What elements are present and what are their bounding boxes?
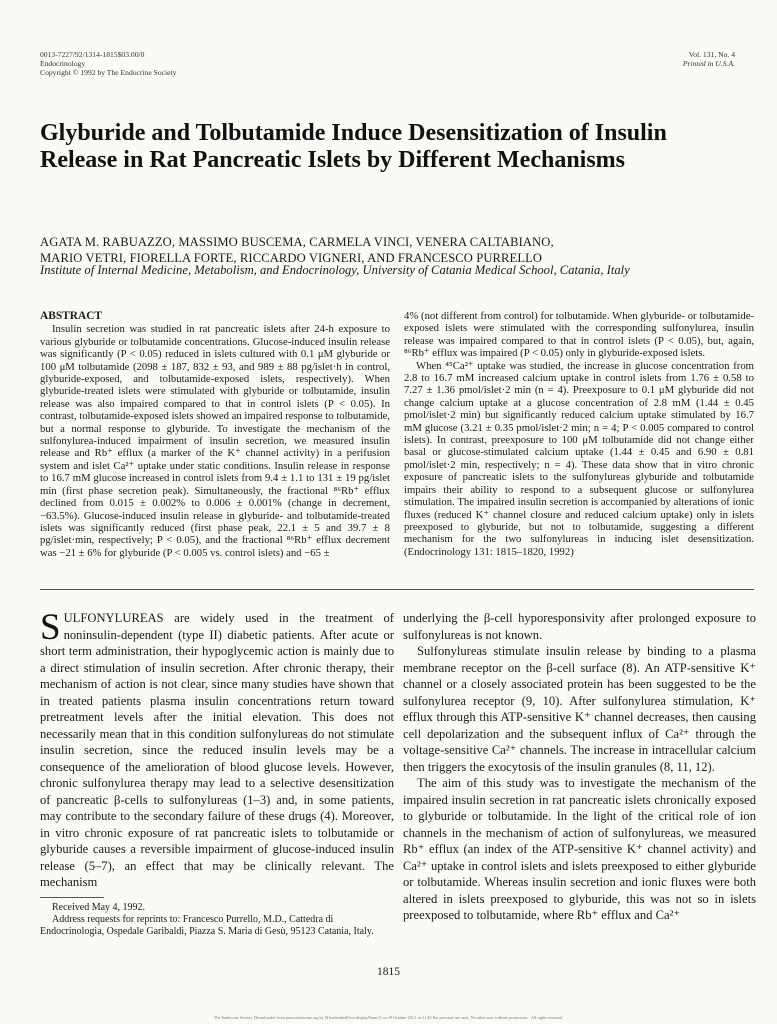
issn-line: 0013-7227/92/1314-1815$03.00/0 [40, 50, 145, 59]
abstract-heading: ABSTRACT [40, 310, 103, 322]
author-line: AGATA M. RABUAZZO, MASSIMO BUSCEMA, CARMELA VINCI, VENERA CALTABIANO, [40, 235, 554, 249]
section-divider [40, 589, 754, 590]
body-paragraph: underlying the β-cell hyporesponsivity after prolonged exposure to sulfonylureas is not known. [403, 611, 756, 642]
abstract-paragraph: When ⁴⁵Ca²⁺ uptake was studied, the increase in glucose concentration from 2.8 to 16.7 mM increased calcium uptake in control islets from 1.76 ± 0.58 to 7.27 ± 1.36 pmol/islet·2 min (n = 4). Preexposure to 0.1 μM glyburide did not change calcium uptake at a glucose concentration of 2.8 mM (1.44 ± 0.45 pmol/islet·2 min) but significantly reduced calcium uptake stimulated by 16.7 mM glucose (3.21 ± 0.35 pmol/islet·2 min; n = 4; P < 0.005 compared to control islets). In contrast, preexposure to 100 μM tolbutamide did not change either basal or glucose-stimulated calcium uptake (1.44 ± 0.45 and 6.90 ± 0.81 pmol/islet·2 min, respectively; n = 4). These data show that in vitro chronic exposure of pancreatic islets to the sulfonylureas glyburide and tolbutamide impairs their ability to respond to a subsequent glucose or sulfonylurea stimulation. The impaired insulin secretion is accompanied by alterations of ionic fluxes (reduced K⁺ channel closure and reduced calcium uptake) only in islets preexposed to glyburide, but not to tolbutamide, suggesting a different mechanism for the two sulfonylureas in inducing islet desensitization. (Endocrinology 131: 1815–1820, 1992) [404, 359, 754, 558]
download-note: The Endocrine Society. Downloaded from press.endocrine.org by [${individualUser.displayName}] on 29 October 2014. at 21:45 For personal use only. No other uses without permission. . All rights reserved. [213, 1015, 564, 1020]
drop-cap: S [40, 607, 61, 648]
abstract-paragraph: 4% (not different from control) for tolbutamide. When glyburide- or tolbutamide-exposed islets were stimulated with the corresponding sulfonylurea, insulin release was impaired compared to that in control islets (P < 0.05), but, again, ⁸⁶Rb⁺ efflux was impaired (P < 0.05) only in glyburide-exposed islets. [404, 310, 754, 360]
journal-name: Endocrinology [40, 59, 86, 69]
volume-line: Vol. 131, No. 4 [688, 50, 735, 59]
footnote-divider [40, 897, 104, 898]
body-paragraph [40, 607, 394, 891]
article-title: Glyburide and Tolbutamide Induce Desensitization of Insulin Release in Rat Pancreatic Islets by Different Mechanisms [40, 120, 667, 173]
printed-line: Printed in U.S.A. [682, 59, 735, 69]
author-line: MARIO VETRI, FIORELLA FORTE, RICCARDO VIGNERI, AND FRANCESCO PURRELLO [40, 251, 543, 265]
abstract-left-column [40, 310, 390, 559]
abstract-paragraph: Insulin secretion was studied in rat pancreatic islets after 24-h exposure to various glyburide or tolbutamide concentrations. Glucose-induced insulin release was significantly (P < 0.05) reduced in islets cultured with 0.1 μM glyburide or 100 μM tolbutamide (2098 ± 187, 832 ± 93, and 989 ± 88 pg/islet·h in control, glyburide-exposed, and tolbutamide-exposed islets, respectively). When glyburide-treated islets were stimulated with glyburide or tolbutamide, insulin release was also impaired compared to that in control islets (P < 0.05). In contrast, tolbutamide-exposed islets showed an impaired response to tolbutamide, but a normal response to glyburide. To investigate the mechanism of the sulfonylurea-induced impairment of insulin secretion, we measured insulin release and Rb⁺ efflux (a marker of the K⁺ channel activity) in a perifusion system and islet Ca²⁺ uptake under static conditions. Insulin release in response to 16.7 mM glucose increased in control islets from 9.4 ± 1.1 to 131 ± 19 pg/islet min (first phase secretion peak). Simultaneously, the fractional ⁸⁶Rb⁺ efflux declined from 0.015 ± 0.002% to 0.006 ± 0.001% (change in decrement, −63.5%). Glucose-induced insulin release in glyburide- and tolbutamide-treated islets was significantly reduced (first phase peak, 22.1 ± 5 and 39.7 ± 8 pg/islet·min, respectively; P < 0.05), and the fractional ⁸⁶Rb⁺ efflux decrement was −21 ± 6% for glyburide (P < 0.005 vs. control islets) and −65 ± [40, 323, 390, 559]
page-number: 1815 [377, 966, 400, 978]
received-date: Received May 4, 1992. [52, 902, 146, 913]
body-right-column [403, 610, 756, 924]
affiliation: Institute of Internal Medicine, Metabolism, and Endocrinology, University of Catania Medical School, Catania, Italy [40, 263, 630, 277]
footnote [40, 902, 386, 938]
journal-header-left [40, 50, 176, 78]
intro-text: ULFONYLUREAS are widely used in the treatment of noninsulin-dependent (type II) diabetic patients. After acute or short term administration, their hypoglycemic action is mainly due to a direct stimulation of insulin secretion. After chronic therapy, their mechanism of action is not clear, since many studies have shown that in treated patients plasma insulin concentrations return toward pretreatment levels after the initial elevation. This does not necessarily mean that in this condition sulfonylureas do not stimulate insulin secretion, since the reduced insulin levels may be a consequence of the amelioration of blood glucose levels. However, chronic sulfonylurea therapy may lead to a selective desensitization of pancreatic β-cells to sulfonylureas (1–3) and, in some patients, may contribute to the secondary failure of these drugs (4). Moreover, in vitro chronic exposure of rat pancreatic islets to tolbutamide or glyburide causes a reversible impairment of glucose-induced insulin release (5–7), an effect that may be clinically relevant. The mechanism [40, 611, 394, 889]
body-left-column [40, 607, 394, 891]
copyright-line: Copyright © 1992 by The Endocrine Society [40, 68, 177, 78]
body-paragraph: The aim of this study was to investigate the mechanism of the impaired insulin secretion in rat pancreatic islets chronically exposed to glyburide or tolbutamide. In the light of the critical role of ion channels in the mechanism of action of sulfonylureas, we measured Rb⁺ efflux (an index of the ATP-sensitive K⁺ channel activity) and Ca²⁺ uptake in control islets and islets preexposed to either glyburide or tolbutamide. Whereas insulin secretion and ionic fluxes were both altered in islets preexposed to glyburide, this was not so in islets preexposed to tolbutamide, where Rb⁺ efflux and Ca²⁺ [403, 776, 756, 922]
journal-header-right [683, 50, 735, 68]
reprint-address: Address requests for reprints to: Francesco Purrello, M.D., Cattedra di Endocrinologia, Ospedale Garibaldi, Piazza S. Maria di Gesù, 95123 Catania, Italy. [40, 914, 374, 938]
body-paragraph: Sulfonylureas stimulate insulin release by binding to a plasma membrane receptor on the β-cell surface (8). An ATP-sensitive K⁺ channel or a closely associated protein has been suggested to be the sulfonylurea receptor (9, 10). After sulfonylurea stimulation, K⁺ efflux through this ATP-sensitive K⁺ channel decreases, then causing cell depolarization and the subsequent influx of Ca²⁺ through the voltage-sensitive Ca²⁺ channels. The increase in intracellular calcium then triggers the exocytosis of the insulin granules (8, 11, 12). [403, 644, 756, 774]
abstract-right-column [404, 310, 754, 558]
